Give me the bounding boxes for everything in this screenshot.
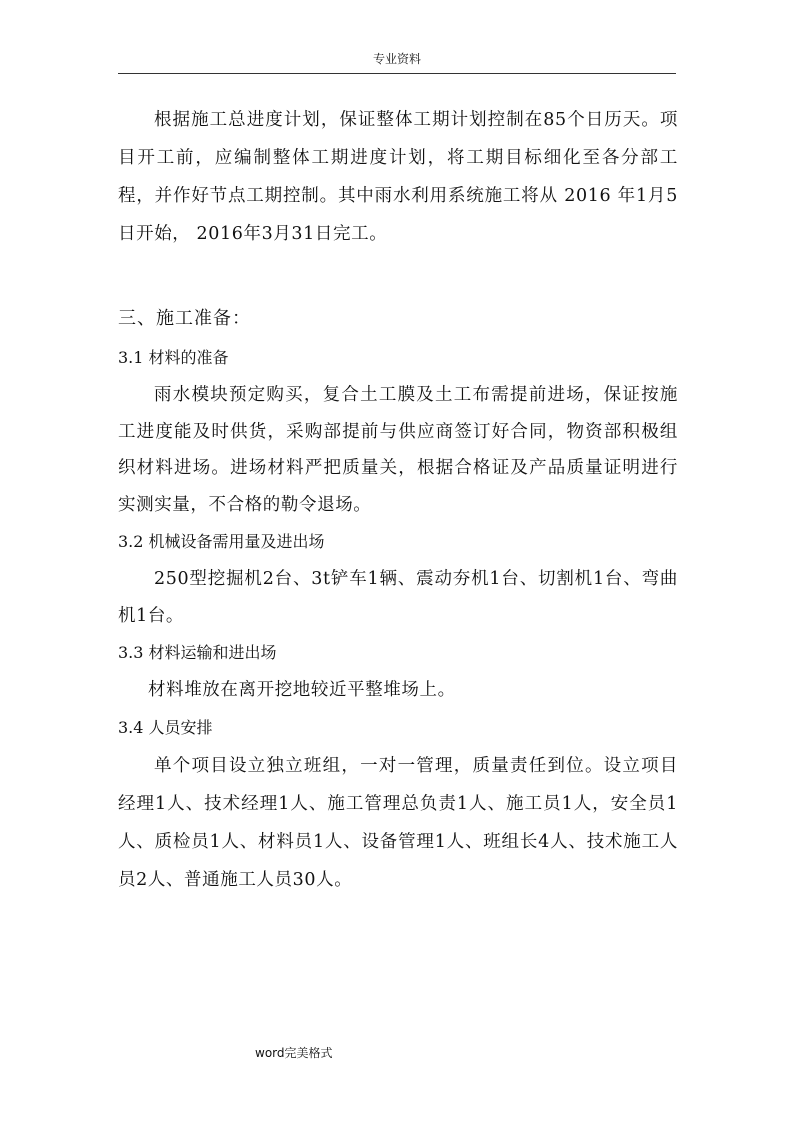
header-title: 专业资料 xyxy=(372,52,421,66)
section-3-4-text: 单个项目设立独立班组，一对一管理，质量责任到位。设立项目经理1人、技术经理1人、施工管理总负责1人、施工员1人，安全员1人、质检员1人、材料员1人、设备管理1人、班组长4人、技术施工人员2人、普通施工人员30人。 xyxy=(118,755,678,890)
document-body xyxy=(118,101,678,899)
section-3-3-heading: 3.3 材料运输和进出场 xyxy=(118,643,277,662)
footer-text: word完美格式 xyxy=(255,1046,333,1060)
section-3-2-heading: 3.2 机械设备需用量及进出场 xyxy=(118,532,325,551)
section-3-1-heading: 3.1 材料的准备 xyxy=(118,348,229,367)
section-3-heading: 三、施工准备： xyxy=(118,308,251,329)
header-divider xyxy=(118,73,676,74)
section-3-3-text: 材料堆放在离开挖地较近平整堆场上。 xyxy=(148,680,456,700)
section-gap xyxy=(118,253,678,299)
section-3-2-text: 250型挖掘机2台、3t铲车1辆、震动夯机1台、切割机1台、弯曲机1台。 xyxy=(118,569,678,626)
section-3-1-text: 雨水模块预定购买，复合土工膜及土工布需提前进场，保证按施工进度能及时供货，采购部提前与供应商签订好合同，物资部积极组织材料进场。进场材料严把质量关，根据合格证及产品质量证明进行实测实量，不合格的勒令退场。 xyxy=(118,385,678,515)
section-3-4-heading: 3.4 人员安排 xyxy=(118,717,213,737)
schedule-paragraph: 根据施工总进度计划，保证整体工期计划控制在85个日历天。项目开工前，应编制整体工期进度计划，将工期目标细化至各分部工程，并作好节点工期控制。其中雨水利用系统施工将从 2016 年1月5日开始， 2016年3月31日完工。 xyxy=(118,110,678,244)
